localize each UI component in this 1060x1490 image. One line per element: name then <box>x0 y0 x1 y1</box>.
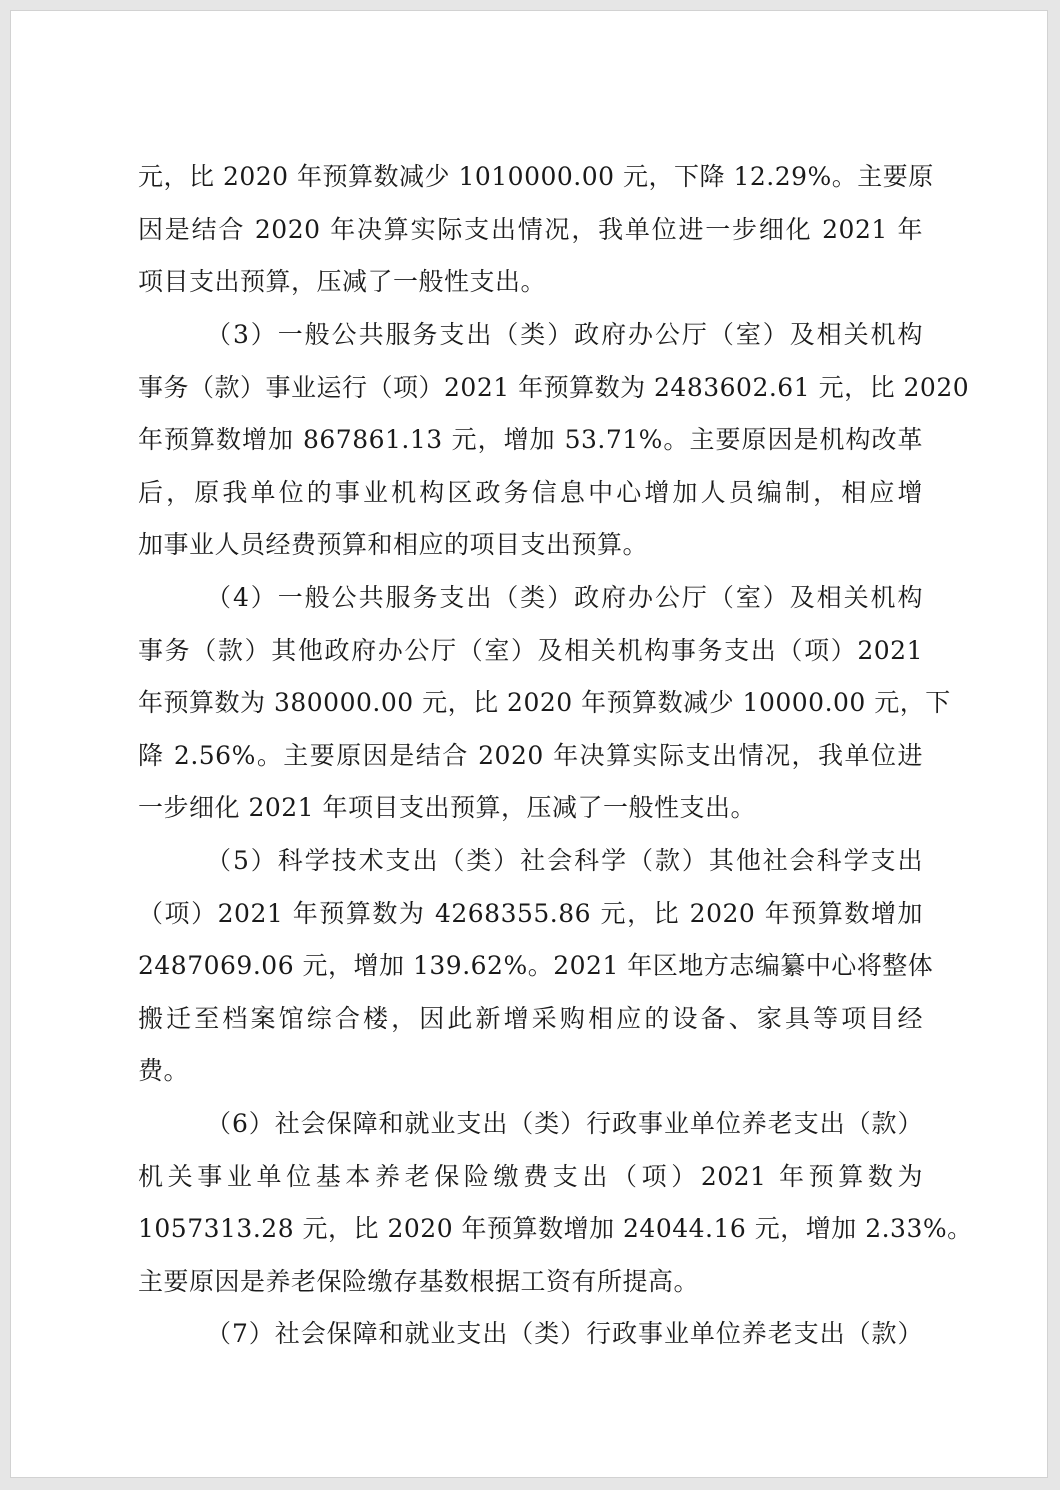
text-line: 年预算数增加 867861.13 元，增加 53.71%。主要原因是机构改革 <box>138 425 923 454</box>
text-line: （5）科学技术支出（类）社会科学（款）其他社会科学支出 <box>206 846 923 875</box>
text-line: 年预算数为 380000.00 元，比 2020 年预算数减少 10000.00 元，下 <box>138 688 951 717</box>
text-line: 机关事业单位基本养老保险缴费支出（项）2021 年预算数为 <box>138 1162 923 1191</box>
text-line: 主要原因是养老保险缴存基数根据工资有所提高。 <box>138 1267 700 1296</box>
text-line: 一步细化 2021 年项目支出预算，压减了一般性支出。 <box>138 793 757 822</box>
text-line: 事务（款）其他政府办公厅（室）及相关机构事务支出（项）2021 <box>138 636 923 665</box>
text-line: （4）一般公共服务支出（类）政府办公厅（室）及相关机构 <box>206 583 923 612</box>
text-line: 项目支出预算，压减了一般性支出。 <box>138 267 547 296</box>
text-line: 事务（款）事业运行（项）2021 年预算数为 2483602.61 元，比 2020 <box>138 373 970 402</box>
text-line: 降 2.56%。主要原因是结合 2020 年决算实际支出情况，我单位进 <box>138 741 923 770</box>
text-line: 搬迁至档案馆综合楼，因此新增采购相应的设备、家具等项目经 <box>138 1004 923 1033</box>
text-line: 元，比 2020 年预算数减少 1010000.00 元，下降 12.29%。主要原 <box>138 162 934 191</box>
text-line: 后，原我单位的事业机构区政务信息中心增加人员编制，相应增 <box>138 478 923 507</box>
text-line: 2487069.06 元，增加 139.62%。2021 年区地方志编纂中心将整体 <box>138 951 934 980</box>
text-line: （3）一般公共服务支出（类）政府办公厅（室）及相关机构 <box>206 320 923 349</box>
text-line: 1057313.28 元，比 2020 年预算数增加 24044.16 元，增加 2.33%。 <box>138 1214 973 1243</box>
text-line: 加事业人员经费预算和相应的项目支出预算。 <box>138 530 649 559</box>
text-line: 因是结合 2020 年决算实际支出情况，我单位进一步细化 2021 年 <box>138 215 923 244</box>
text-line: （6）社会保障和就业支出（类）行政事业单位养老支出（款） <box>206 1109 923 1138</box>
document-page <box>10 10 1048 1478</box>
text-line: （项）2021 年预算数为 4268355.86 元，比 2020 年预算数增加 <box>138 899 923 928</box>
text-line: （7）社会保障和就业支出（类）行政事业单位养老支出（款） <box>206 1319 923 1348</box>
text-line: 费。 <box>138 1056 190 1085</box>
